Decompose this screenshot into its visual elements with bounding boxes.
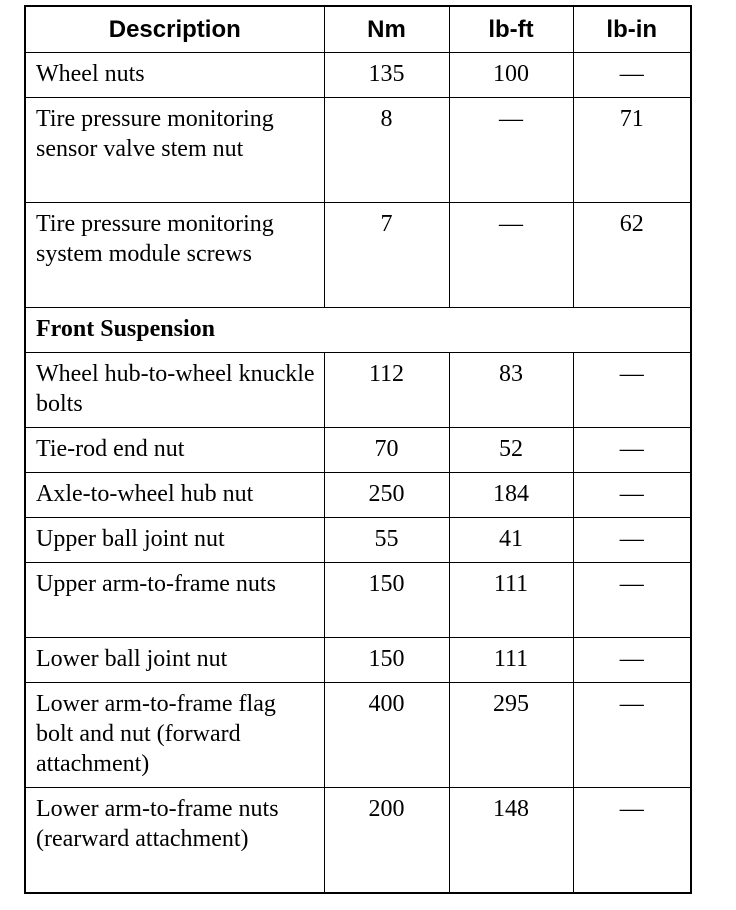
cell-lbin: 62 (573, 203, 691, 308)
cell-lbft: 295 (449, 683, 573, 788)
cell-lbin: — (573, 638, 691, 683)
section-row (25, 308, 691, 353)
cell-description: Lower arm-to-frame nuts (rearward attachment) (25, 788, 324, 894)
cell-nm: 112 (324, 353, 449, 428)
cell-nm: 150 (324, 638, 449, 683)
table-row (25, 563, 691, 638)
cell-lbft: 148 (449, 788, 573, 894)
cell-nm: 200 (324, 788, 449, 894)
cell-nm: 135 (324, 53, 449, 98)
header-nm: Nm (324, 6, 449, 53)
header-row (25, 6, 691, 53)
cell-nm: 55 (324, 518, 449, 563)
cell-nm: 250 (324, 473, 449, 518)
table-row (25, 683, 691, 788)
cell-nm: 400 (324, 683, 449, 788)
cell-description: Lower arm-to-frame flag bolt and nut (forward attachment) (25, 683, 324, 788)
cell-lbft: 184 (449, 473, 573, 518)
cell-lbin: 71 (573, 98, 691, 203)
cell-description: Tie-rod end nut (25, 428, 324, 473)
cell-lbft: 41 (449, 518, 573, 563)
cell-lbft: — (449, 203, 573, 308)
table-row (25, 638, 691, 683)
cell-description: Wheel nuts (25, 53, 324, 98)
header-description: Description (25, 6, 324, 53)
cell-description: Axle-to-wheel hub nut (25, 473, 324, 518)
header-lbin: lb-in (573, 6, 691, 53)
cell-lbin: — (573, 683, 691, 788)
table-row (25, 473, 691, 518)
cell-description: Upper arm-to-frame nuts (25, 563, 324, 638)
table-row (25, 518, 691, 563)
table-row (25, 53, 691, 98)
table-row (25, 353, 691, 428)
table-row (25, 428, 691, 473)
cell-nm: 8 (324, 98, 449, 203)
cell-lbin: — (573, 788, 691, 894)
cell-lbft: 83 (449, 353, 573, 428)
header-lbft: lb-ft (449, 6, 573, 53)
cell-lbft: 100 (449, 53, 573, 98)
table-row (25, 98, 691, 203)
cell-lbft: 111 (449, 563, 573, 638)
cell-lbft: 111 (449, 638, 573, 683)
cell-lbft: 52 (449, 428, 573, 473)
cell-lbin: — (573, 563, 691, 638)
cell-description: Wheel hub-to-wheel knuckle bolts (25, 353, 324, 428)
cell-nm: 70 (324, 428, 449, 473)
cell-lbft: — (449, 98, 573, 203)
table-row (25, 788, 691, 894)
cell-lbin: — (573, 353, 691, 428)
cell-nm: 150 (324, 563, 449, 638)
cell-description: Tire pressure monitoring system module screws (25, 203, 324, 308)
cell-description: Upper ball joint nut (25, 518, 324, 563)
cell-nm: 7 (324, 203, 449, 308)
cell-lbin: — (573, 518, 691, 563)
cell-lbin: — (573, 428, 691, 473)
cell-lbin: — (573, 473, 691, 518)
section-heading-front-suspension: Front Suspension (25, 308, 691, 353)
cell-description: Lower ball joint nut (25, 638, 324, 683)
cell-description: Tire pressure monitoring sensor valve stem nut (25, 98, 324, 203)
cell-lbin: — (573, 53, 691, 98)
torque-specification-table (24, 5, 692, 894)
table-row (25, 203, 691, 308)
